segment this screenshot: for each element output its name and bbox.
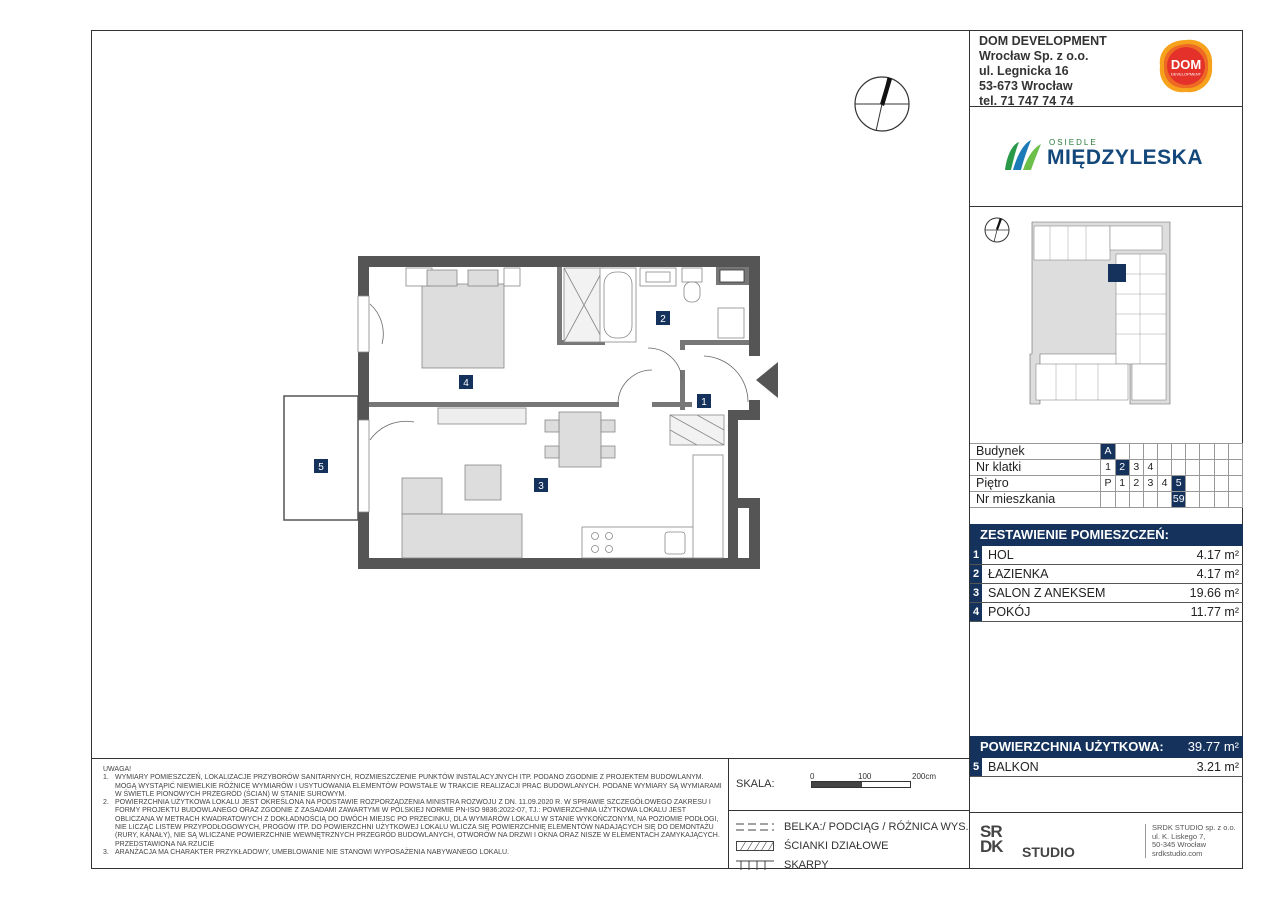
srdk-mark: DK (980, 837, 1003, 856)
logo-text: DEVELOPMENT (1170, 71, 1202, 77)
scale-tick: 100 (858, 772, 872, 781)
slope-icon (736, 860, 774, 870)
room-row (970, 603, 1243, 622)
osiedle-logo (1003, 136, 1204, 177)
rooms-list (970, 546, 1243, 622)
note-item: 2. POWIERZCHNIA UŻYTKOWA LOKALU JEST OKREŚLONA NA PODSTAWIE ROZPORZĄDZENIA MINISTRA ROZWOJU Z DN. 11.09.2020 R. W SPRAWIE SZCZEGÓŁOWEGO ZAKRESU I FORMY PROJEKTU BUDOWLANEGO ORAZ ZGODNIE Z ZASADAMI ZAWARTYMI W POLSKIEJ NORMIE PN-ISO 9836:2022-07, TJ.: POWIERZCHNIA UŻYTKOWA LOKALU JEST OBLICZANA W METRACH KWADRATOWYCH Z DOKŁADNOŚCIĄ DO DWÓCH MIEJSC PO PRZECINKU, DLA WYMIARÓW LOKALU W STANIE WYKOŃCZONYM, NA POZIOMIE PODŁOGI, NIE LICZĄC LISTEW PRZYPODŁOGOWYCH, PROGÓW ITP. DO POWIERZCHNI UŻYTKOWEJ LOKALU WLICZA SIĘ POWIERZCHNIĘ ELEMENTÓW NADAJĄCYCH SIĘ DO DEMONTAŻU (RURY, KANAŁY), NIE SĄ WLICZANE POWIERZCHNIE WEWNĘTRZNYCH PRZEGRÓD BUDOWLANYCH, OTWORÓW NA DRZWI I OKNA ORAZ NISZE W ELEMENTACH ZAMYKAJĄCYCH. PRZEDSTAWIONA NA RZUCIE (103, 799, 720, 848)
brand-main: MIĘDZYLESKA (1047, 146, 1204, 169)
company-line: tel. 71 747 74 74 (979, 94, 1074, 108)
cell: P (1101, 476, 1115, 492)
company-line: ul. Legnicka 16 (979, 64, 1069, 78)
room-number: 2 (970, 565, 982, 583)
total-label: POWIERZCHNIA UŻYTKOWA: (980, 739, 1164, 754)
room-area: 11.77 m² (1190, 605, 1239, 619)
notes (103, 766, 723, 857)
divider (969, 812, 1243, 813)
scale-bar (811, 781, 911, 788)
apartment-highlight (1108, 264, 1126, 282)
room-area: 4.17 m² (1196, 548, 1239, 562)
srdk-logo (980, 822, 1075, 860)
company-line: Wrocław Sp. z o.o. (979, 49, 1089, 63)
entrance-arrow-icon (756, 362, 778, 398)
room-row (970, 546, 1243, 565)
label: Piętro (970, 476, 1101, 492)
cell: 5 (1172, 476, 1186, 492)
srdk-studio-name: STUDIO (1022, 844, 1075, 860)
cell: 4 (1158, 476, 1172, 492)
cell: 3 (1129, 460, 1143, 476)
legend-item: BELKA:/ PODCIĄG / RÓŻNICA WYS. (736, 817, 969, 836)
compass-icon (985, 218, 1009, 242)
total-area (970, 736, 1243, 758)
company-line: 53-673 Wrocław (979, 79, 1073, 93)
room-tag: 2 (660, 314, 666, 325)
room-tag: 5 (318, 462, 324, 473)
balcony-row (970, 758, 1243, 777)
brand-sub: OSIEDLE (1049, 138, 1098, 147)
room-area: 3.21 m² (1196, 760, 1239, 774)
room-number: 4 (970, 603, 982, 621)
logo-text: DOM (1170, 57, 1202, 72)
cell: 2 (1129, 476, 1143, 492)
note-item: 1. WYMIARY POMIESZCZEŃ, LOKALIZACJE PRZYBORÓW SANITARNYCH, ROZMIESZCZENIE PUNKTÓW INSTALACYJNYCH ITP. PODANO ZGODNIE Z PROJEKTEM BUDOWLANYM. MOGĄ WYSTĄPIĆ NIEWIELKIE RÓŻNICE WYMIARÓW I USYTUOWANIA ELEMENTÓW POWSTAŁE W TRAKCIE REALIZACJI PRAC BUDOWLANYCH. PODANE WYMIARY SĄ WYMIARAMI W ŚWIETLE PIONOWYCH PRZEGRÓD (ŚCIAN) W STANIE SUROWYM. (103, 774, 722, 798)
location-table (970, 443, 1243, 508)
studio-address: SRDK STUDIO sp. z o.o. ul. K. Liskego 7, 50-345 Wrocław srdkstudio.com (1145, 824, 1236, 858)
room-name: POKÓJ (988, 605, 1031, 619)
north-compass-icon (852, 74, 912, 134)
room-number: 5 (970, 758, 982, 776)
room-number: 3 (970, 584, 982, 602)
divider (728, 758, 729, 869)
dashed-line-icon (736, 822, 774, 832)
room-row (970, 565, 1243, 584)
cell: 59 (1172, 492, 1186, 508)
legend-item: SKARPY (736, 855, 969, 874)
scale-tick: 200cm (912, 772, 937, 781)
cell: 2 (1115, 460, 1129, 476)
divider (728, 810, 969, 811)
cell: A (1101, 444, 1115, 460)
divider (91, 758, 969, 759)
room-tag: 4 (463, 378, 469, 389)
label: Budynek (970, 444, 1101, 460)
room-tag: 3 (538, 481, 544, 492)
cell: 4 (1143, 460, 1157, 476)
cell: 1 (1101, 460, 1115, 476)
cell: 3 (1143, 476, 1157, 492)
hatched-wall-icon (736, 841, 774, 851)
note-item: 3. ARANŻACJA MA CHARAKTER PRZYKŁADOWY, UMEBLOWANIE NIE STANOWI WYPOSAŻENIA NABYWANEGO LOKALU. (103, 848, 510, 856)
cell: 1 (1115, 476, 1129, 492)
company-line: DOM DEVELOPMENT (979, 34, 1107, 48)
room-name: BALKON (988, 760, 1039, 774)
divider (969, 206, 1243, 207)
floor-plan (270, 240, 790, 585)
room-tag: 1 (701, 397, 707, 408)
label: Nr klatki (970, 460, 1101, 476)
rooms-title: ZESTAWIENIE POMIESZCZEŃ: (970, 524, 1243, 546)
scale-tick: 0 (810, 772, 815, 781)
room-area: 4.17 m² (1196, 567, 1239, 581)
leaf-m-icon (1003, 136, 1043, 172)
srdk-mark: SR (980, 822, 1002, 841)
total-value: 39.77 m² (1187, 739, 1239, 754)
room-row (970, 584, 1243, 603)
room-area: 19.66 m² (1189, 586, 1239, 600)
room-name: HOL (988, 548, 1014, 562)
dom-development-logo (1158, 38, 1214, 94)
key-plan (980, 214, 1190, 414)
legend-item: ŚCIANKI DZIAŁOWE (736, 836, 969, 855)
company-info (979, 34, 1107, 109)
notes-title: UWAGA! (103, 766, 132, 773)
label: Nr mieszkania (970, 492, 1101, 508)
scale-label: SKALA: (736, 778, 775, 790)
room-name: SALON Z ANEKSEM (988, 586, 1106, 600)
legend (736, 817, 969, 874)
room-name: ŁAZIENKA (988, 567, 1049, 581)
room-number: 1 (970, 546, 982, 564)
